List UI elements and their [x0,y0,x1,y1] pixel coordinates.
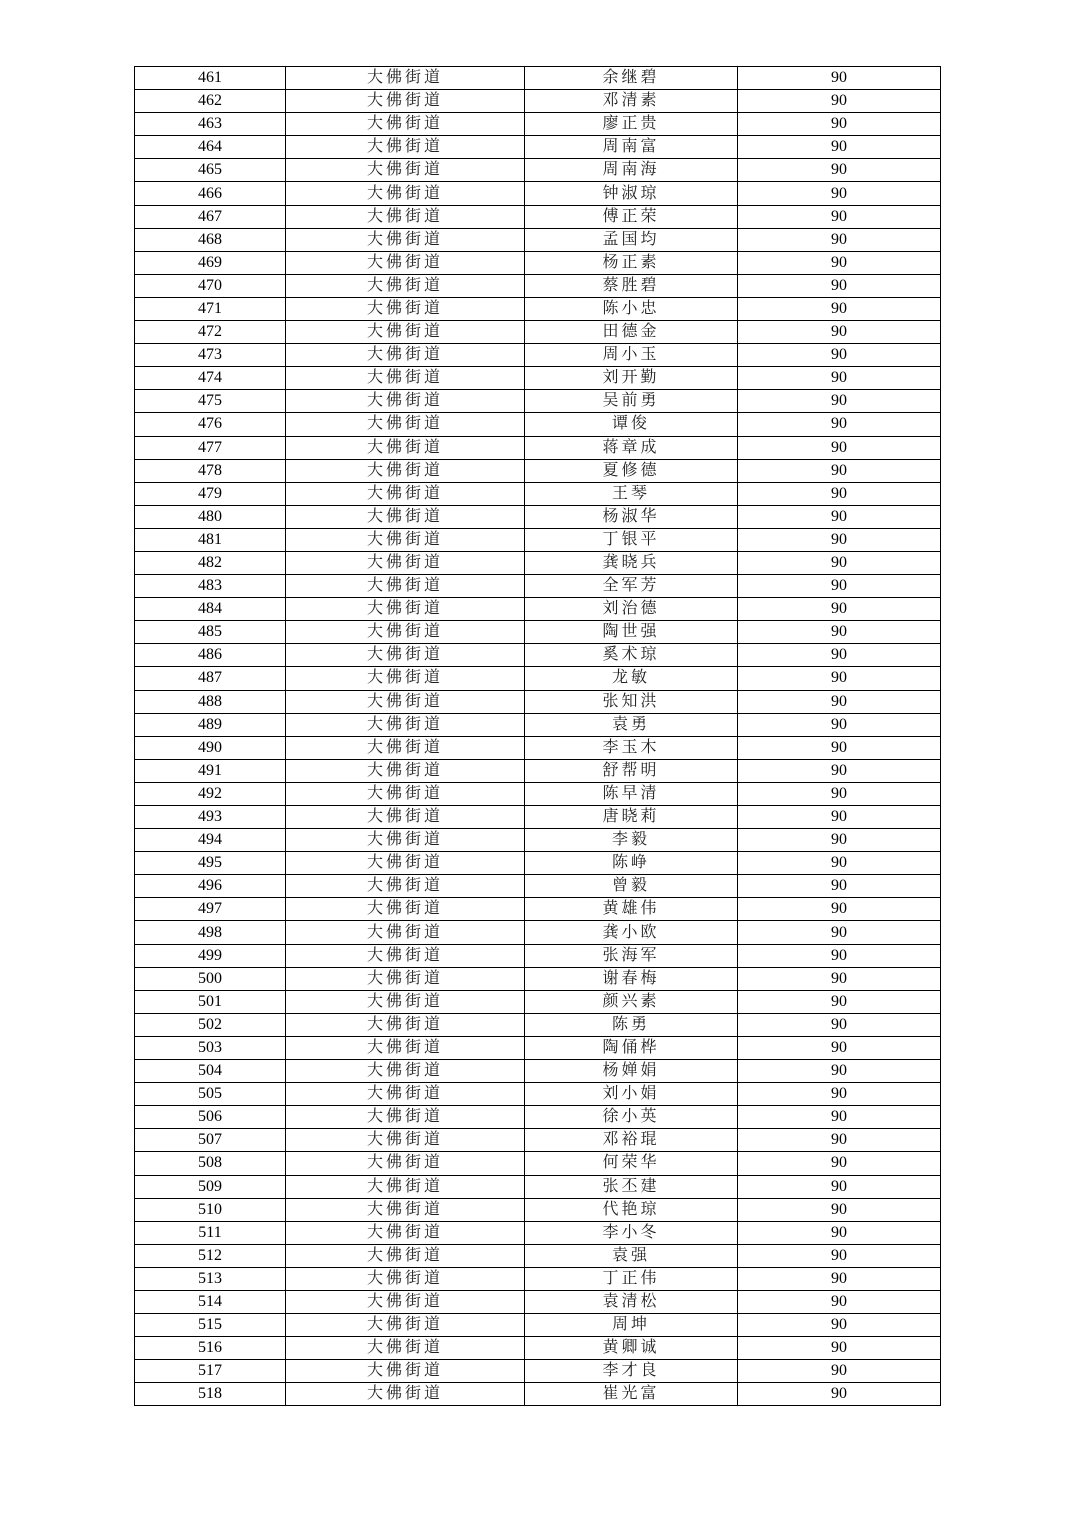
name-cell: 崔光富 [525,1383,738,1406]
amount-cell: 90 [738,413,941,436]
row-number-cell: 512 [135,1244,286,1267]
name-cell: 袁清松 [525,1290,738,1313]
amount-cell: 90 [738,136,941,159]
row-number-cell: 484 [135,598,286,621]
street-cell: 大佛街道 [286,1013,525,1036]
street-cell: 大佛街道 [286,1290,525,1313]
amount-cell: 90 [738,482,941,505]
street-cell: 大佛街道 [286,1221,525,1244]
table-row [135,990,941,1013]
row-number-cell: 498 [135,921,286,944]
table-row [135,182,941,205]
row-number-cell: 497 [135,898,286,921]
name-cell: 杨正素 [525,251,738,274]
street-cell: 大佛街道 [286,621,525,644]
table-row [135,113,941,136]
name-cell: 余继碧 [525,67,738,90]
street-cell: 大佛街道 [286,1198,525,1221]
row-number-cell: 496 [135,875,286,898]
row-number-cell: 486 [135,644,286,667]
street-cell: 大佛街道 [286,990,525,1013]
name-cell: 陈早清 [525,782,738,805]
name-cell: 徐小英 [525,1106,738,1129]
amount-cell: 90 [738,551,941,574]
table-row [135,1244,941,1267]
name-cell: 邓清素 [525,90,738,113]
amount-cell: 90 [738,297,941,320]
name-cell: 丁银平 [525,528,738,551]
street-cell: 大佛街道 [286,1106,525,1129]
street-cell: 大佛街道 [286,1244,525,1267]
name-cell: 张知洪 [525,690,738,713]
recipient-table [134,66,941,1406]
row-number-cell: 499 [135,944,286,967]
row-number-cell: 494 [135,829,286,852]
table-row [135,875,941,898]
name-cell: 袁勇 [525,713,738,736]
street-cell: 大佛街道 [286,136,525,159]
row-number-cell: 465 [135,159,286,182]
street-cell: 大佛街道 [286,1360,525,1383]
street-cell: 大佛街道 [286,551,525,574]
street-cell: 大佛街道 [286,251,525,274]
name-cell: 刘开勤 [525,367,738,390]
table-row [135,1083,941,1106]
row-number-cell: 506 [135,1106,286,1129]
row-number-cell: 513 [135,1267,286,1290]
row-number-cell: 518 [135,1383,286,1406]
table-row [135,528,941,551]
amount-cell: 90 [738,898,941,921]
table-row [135,1290,941,1313]
amount-cell: 90 [738,875,941,898]
name-cell: 奚术琼 [525,644,738,667]
amount-cell: 90 [738,274,941,297]
row-number-cell: 517 [135,1360,286,1383]
street-cell: 大佛街道 [286,367,525,390]
table-row [135,1106,941,1129]
row-number-cell: 503 [135,1036,286,1059]
table-row [135,690,941,713]
street-cell: 大佛街道 [286,528,525,551]
name-cell: 全军芳 [525,575,738,598]
name-cell: 舒帮明 [525,759,738,782]
amount-cell: 90 [738,806,941,829]
street-cell: 大佛街道 [286,321,525,344]
row-number-cell: 505 [135,1083,286,1106]
name-cell: 王琴 [525,482,738,505]
street-cell: 大佛街道 [286,1267,525,1290]
amount-cell: 90 [738,713,941,736]
row-number-cell: 470 [135,274,286,297]
street-cell: 大佛街道 [286,113,525,136]
name-cell: 袁强 [525,1244,738,1267]
street-cell: 大佛街道 [286,1129,525,1152]
table-row [135,598,941,621]
street-cell: 大佛街道 [286,159,525,182]
amount-cell: 90 [738,1337,941,1360]
amount-cell: 90 [738,782,941,805]
amount-cell: 90 [738,1152,941,1175]
street-cell: 大佛街道 [286,644,525,667]
amount-cell: 90 [738,113,941,136]
street-cell: 大佛街道 [286,736,525,759]
name-cell: 曾毅 [525,875,738,898]
street-cell: 大佛街道 [286,921,525,944]
row-number-cell: 481 [135,528,286,551]
row-number-cell: 510 [135,1198,286,1221]
street-cell: 大佛街道 [286,667,525,690]
table-row [135,205,941,228]
amount-cell: 90 [738,205,941,228]
table-row [135,459,941,482]
table-row [135,667,941,690]
amount-cell: 90 [738,1036,941,1059]
amount-cell: 90 [738,1383,941,1406]
street-cell: 大佛街道 [286,1383,525,1406]
row-number-cell: 488 [135,690,286,713]
name-cell: 夏修德 [525,459,738,482]
table-row [135,159,941,182]
table-row [135,1129,941,1152]
table-row [135,575,941,598]
name-cell: 龙敏 [525,667,738,690]
amount-cell: 90 [738,759,941,782]
table-row [135,1198,941,1221]
street-cell: 大佛街道 [286,806,525,829]
street-cell: 大佛街道 [286,690,525,713]
amount-cell: 90 [738,67,941,90]
row-number-cell: 489 [135,713,286,736]
street-cell: 大佛街道 [286,944,525,967]
street-cell: 大佛街道 [286,297,525,320]
amount-cell: 90 [738,1198,941,1221]
amount-cell: 90 [738,1083,941,1106]
amount-cell: 90 [738,505,941,528]
row-number-cell: 473 [135,344,286,367]
amount-cell: 90 [738,367,941,390]
table-row [135,228,941,251]
row-number-cell: 508 [135,1152,286,1175]
street-cell: 大佛街道 [286,482,525,505]
name-cell: 邓裕琨 [525,1129,738,1152]
row-number-cell: 511 [135,1221,286,1244]
table-row [135,367,941,390]
row-number-cell: 487 [135,667,286,690]
row-number-cell: 475 [135,390,286,413]
table-row [135,782,941,805]
table-row [135,482,941,505]
table-row [135,1060,941,1083]
table-row [135,274,941,297]
name-cell: 陈峥 [525,852,738,875]
amount-cell: 90 [738,390,941,413]
row-number-cell: 477 [135,436,286,459]
name-cell: 孟国均 [525,228,738,251]
street-cell: 大佛街道 [286,598,525,621]
name-cell: 周南海 [525,159,738,182]
table-row [135,136,941,159]
table-row [135,967,941,990]
row-number-cell: 490 [135,736,286,759]
row-number-cell: 482 [135,551,286,574]
table-row [135,1013,941,1036]
table-row [135,505,941,528]
amount-cell: 90 [738,528,941,551]
table-row [135,1383,941,1406]
row-number-cell: 504 [135,1060,286,1083]
street-cell: 大佛街道 [286,459,525,482]
amount-cell: 90 [738,1360,941,1383]
amount-cell: 90 [738,1314,941,1337]
name-cell: 廖正贵 [525,113,738,136]
street-cell: 大佛街道 [286,1314,525,1337]
name-cell: 龚小欧 [525,921,738,944]
table-row [135,1152,941,1175]
table-row [135,251,941,274]
name-cell: 李毅 [525,829,738,852]
name-cell: 张丕建 [525,1175,738,1198]
row-number-cell: 463 [135,113,286,136]
name-cell: 蔡胜碧 [525,274,738,297]
table-row [135,644,941,667]
amount-cell: 90 [738,1175,941,1198]
amount-cell: 90 [738,1129,941,1152]
amount-cell: 90 [738,852,941,875]
row-number-cell: 491 [135,759,286,782]
name-cell: 陈勇 [525,1013,738,1036]
amount-cell: 90 [738,1221,941,1244]
row-number-cell: 471 [135,297,286,320]
street-cell: 大佛街道 [286,274,525,297]
row-number-cell: 514 [135,1290,286,1313]
name-cell: 周坤 [525,1314,738,1337]
name-cell: 钟淑琼 [525,182,738,205]
row-number-cell: 516 [135,1337,286,1360]
name-cell: 黄雄伟 [525,898,738,921]
row-number-cell: 492 [135,782,286,805]
row-number-cell: 479 [135,482,286,505]
amount-cell: 90 [738,575,941,598]
table-row [135,1221,941,1244]
table-row [135,321,941,344]
amount-cell: 90 [738,1060,941,1083]
row-number-cell: 469 [135,251,286,274]
table-row [135,1337,941,1360]
street-cell: 大佛街道 [286,390,525,413]
amount-cell: 90 [738,1013,941,1036]
street-cell: 大佛街道 [286,505,525,528]
street-cell: 大佛街道 [286,829,525,852]
name-cell: 黄卿诚 [525,1337,738,1360]
name-cell: 杨淑华 [525,505,738,528]
name-cell: 谢春梅 [525,967,738,990]
name-cell: 陶俑桦 [525,1036,738,1059]
street-cell: 大佛街道 [286,67,525,90]
table-row [135,921,941,944]
amount-cell: 90 [738,621,941,644]
table-row [135,621,941,644]
table-row [135,898,941,921]
name-cell: 陶世强 [525,621,738,644]
name-cell: 丁正伟 [525,1267,738,1290]
amount-cell: 90 [738,159,941,182]
row-number-cell: 502 [135,1013,286,1036]
amount-cell: 90 [738,321,941,344]
row-number-cell: 464 [135,136,286,159]
row-number-cell: 468 [135,228,286,251]
street-cell: 大佛街道 [286,344,525,367]
row-number-cell: 478 [135,459,286,482]
row-number-cell: 467 [135,205,286,228]
street-cell: 大佛街道 [286,713,525,736]
name-cell: 刘小娟 [525,1083,738,1106]
amount-cell: 90 [738,944,941,967]
name-cell: 杨婵娟 [525,1060,738,1083]
name-cell: 田德金 [525,321,738,344]
table-body [135,67,941,1406]
amount-cell: 90 [738,1244,941,1267]
name-cell: 傅正荣 [525,205,738,228]
table-row [135,90,941,113]
street-cell: 大佛街道 [286,1175,525,1198]
amount-cell: 90 [738,228,941,251]
name-cell: 周南富 [525,136,738,159]
name-cell: 龚晓兵 [525,551,738,574]
table-row [135,1175,941,1198]
table-row [135,551,941,574]
table-row [135,806,941,829]
street-cell: 大佛街道 [286,413,525,436]
name-cell: 刘治德 [525,598,738,621]
row-number-cell: 485 [135,621,286,644]
table-row [135,1267,941,1290]
row-number-cell: 476 [135,413,286,436]
street-cell: 大佛街道 [286,1036,525,1059]
amount-cell: 90 [738,1290,941,1313]
row-number-cell: 507 [135,1129,286,1152]
table-row [135,713,941,736]
amount-cell: 90 [738,1267,941,1290]
street-cell: 大佛街道 [286,782,525,805]
street-cell: 大佛街道 [286,575,525,598]
table-row [135,436,941,459]
name-cell: 陈小忠 [525,297,738,320]
name-cell: 谭俊 [525,413,738,436]
table-row [135,852,941,875]
row-number-cell: 501 [135,990,286,1013]
table-row [135,1360,941,1383]
amount-cell: 90 [738,690,941,713]
name-cell: 张海军 [525,944,738,967]
table-row [135,829,941,852]
table-row [135,390,941,413]
street-cell: 大佛街道 [286,1337,525,1360]
street-cell: 大佛街道 [286,1060,525,1083]
name-cell: 李小冬 [525,1221,738,1244]
amount-cell: 90 [738,990,941,1013]
row-number-cell: 461 [135,67,286,90]
name-cell: 蒋章成 [525,436,738,459]
row-number-cell: 495 [135,852,286,875]
amount-cell: 90 [738,436,941,459]
amount-cell: 90 [738,251,941,274]
table-row [135,736,941,759]
row-number-cell: 480 [135,505,286,528]
row-number-cell: 500 [135,967,286,990]
street-cell: 大佛街道 [286,182,525,205]
amount-cell: 90 [738,598,941,621]
row-number-cell: 493 [135,806,286,829]
street-cell: 大佛街道 [286,759,525,782]
amount-cell: 90 [738,644,941,667]
name-cell: 李玉木 [525,736,738,759]
street-cell: 大佛街道 [286,852,525,875]
name-cell: 唐晓莉 [525,806,738,829]
amount-cell: 90 [738,829,941,852]
name-cell: 何荣华 [525,1152,738,1175]
table-row [135,759,941,782]
table-row [135,67,941,90]
amount-cell: 90 [738,182,941,205]
name-cell: 周小玉 [525,344,738,367]
table-row [135,944,941,967]
street-cell: 大佛街道 [286,1083,525,1106]
amount-cell: 90 [738,736,941,759]
table-row [135,297,941,320]
street-cell: 大佛街道 [286,90,525,113]
amount-cell: 90 [738,967,941,990]
amount-cell: 90 [738,667,941,690]
amount-cell: 90 [738,344,941,367]
amount-cell: 90 [738,1106,941,1129]
table-row [135,1314,941,1337]
street-cell: 大佛街道 [286,967,525,990]
street-cell: 大佛街道 [286,205,525,228]
row-number-cell: 474 [135,367,286,390]
amount-cell: 90 [738,90,941,113]
row-number-cell: 466 [135,182,286,205]
street-cell: 大佛街道 [286,875,525,898]
amount-cell: 90 [738,921,941,944]
street-cell: 大佛街道 [286,1152,525,1175]
row-number-cell: 509 [135,1175,286,1198]
amount-cell: 90 [738,459,941,482]
name-cell: 李才良 [525,1360,738,1383]
row-number-cell: 515 [135,1314,286,1337]
row-number-cell: 462 [135,90,286,113]
table-row [135,413,941,436]
street-cell: 大佛街道 [286,436,525,459]
row-number-cell: 483 [135,575,286,598]
street-cell: 大佛街道 [286,898,525,921]
table-row [135,344,941,367]
name-cell: 代艳琼 [525,1198,738,1221]
table-row [135,1036,941,1059]
name-cell: 吴前勇 [525,390,738,413]
street-cell: 大佛街道 [286,228,525,251]
row-number-cell: 472 [135,321,286,344]
name-cell: 颜兴素 [525,990,738,1013]
